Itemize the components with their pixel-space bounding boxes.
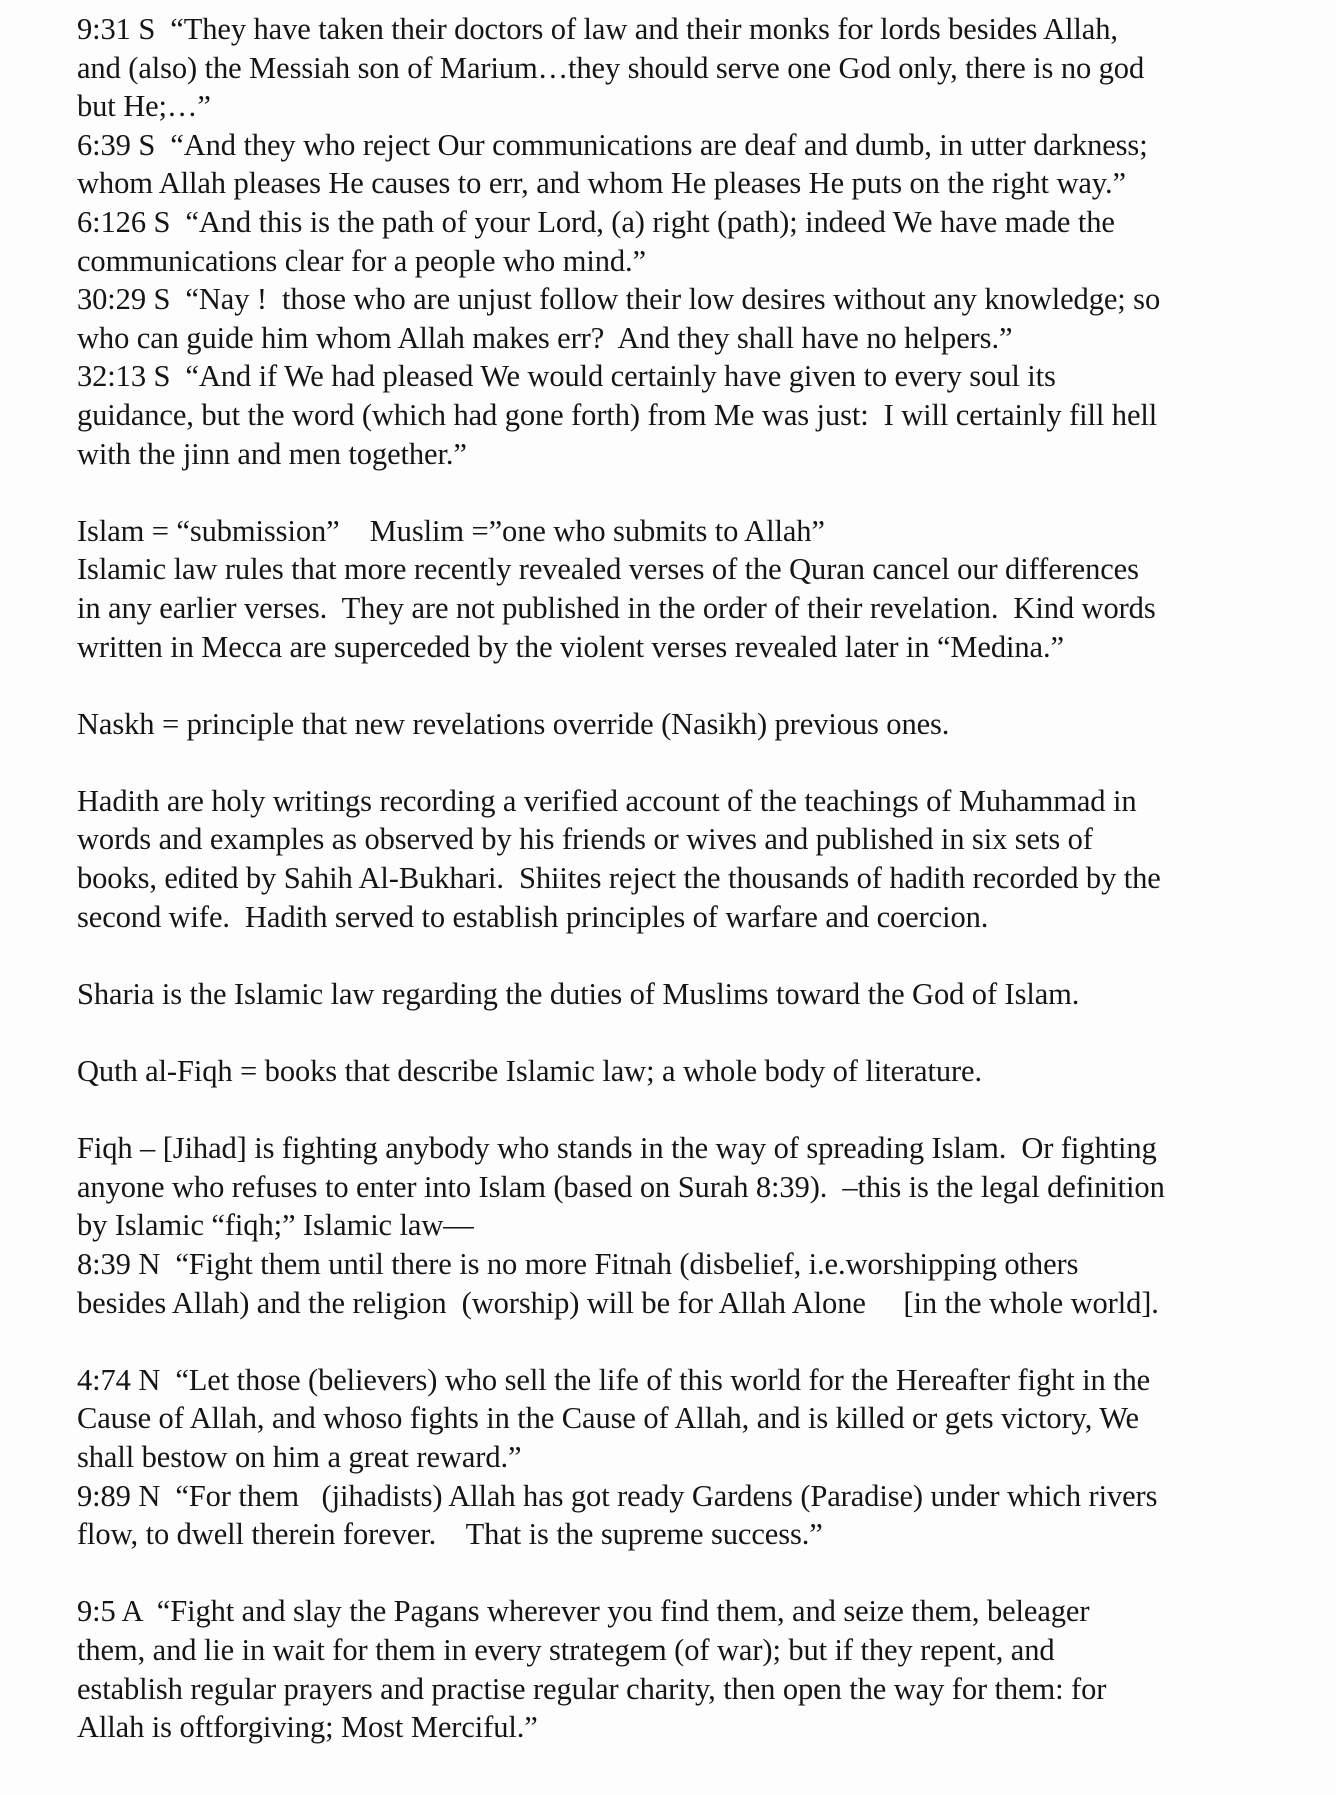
text-line: words and examples as observed by his friends or wives and published in six sets of	[77, 822, 1093, 857]
text-line: 4:74 N “Let those (believers) who sell the life of this world for the Hereafter fight in the	[77, 1362, 1151, 1397]
text-line: anyone who refuses to enter into Islam (based on Surah 8:39). –this is the legal definition	[77, 1169, 1165, 1204]
text-line: 32:13 S “And if We had pleased We would certainly have given to every soul its	[77, 359, 1056, 394]
text-line: and (also) the Messiah son of Marium…they should serve one God only, there is no god	[77, 50, 1145, 85]
blank-line	[77, 1554, 1317, 1593]
text-line: whom Allah pleases He causes to err, and whom He pleases He puts on the right way.”	[77, 166, 1126, 201]
text-line: written in Mecca are superceded by the violent verses revealed later in “Medina.”	[77, 629, 1064, 664]
text-line: second wife. Hadith served to establish principles of warfare and coercion.	[77, 899, 989, 934]
text-line: Hadith are holy writings recording a verified account of the teachings of Muhammad in	[77, 783, 1137, 818]
text-line: communications clear for a people who mind.”	[77, 243, 646, 278]
blank-line	[77, 1091, 1317, 1130]
blank-line	[77, 473, 1317, 512]
document-body	[77, 10, 1317, 1747]
text-line: Fiqh – [Jihad] is fighting anybody who stands in the way of spreading Islam. Or fighting	[77, 1131, 1157, 1166]
text-line: Quth al-Fiqh = books that describe Islamic law; a whole body of literature.	[77, 1054, 982, 1089]
text-line: books, edited by Sahih Al-Bukhari. Shiites reject the thousands of hadith recorded by the	[77, 861, 1161, 896]
text-line: with the jinn and men together.”	[77, 436, 467, 471]
blank-line	[77, 936, 1317, 975]
blank-line	[77, 1013, 1317, 1052]
blank-line	[77, 743, 1317, 782]
text-line: in any earlier verses. They are not published in the order of their revelation. Kind words	[77, 590, 1156, 625]
text-line: 9:5 A “Fight and slay the Pagans wherever you find them, and seize them, beleager	[77, 1594, 1090, 1629]
text-line: Sharia is the Islamic law regarding the duties of Muslims toward the God of Islam.	[77, 976, 1080, 1011]
text-line: 6:39 S “And they who reject Our communications are deaf and dumb, in utter darkness;	[77, 127, 1148, 162]
text-line: guidance, but the word (which had gone forth) from Me was just: I will certainly fill hell	[77, 397, 1158, 432]
text-line: Allah is oftforgiving; Most Merciful.”	[77, 1710, 538, 1745]
text-line: but He;…”	[77, 89, 211, 124]
text-line: 30:29 S “Nay ! those who are unjust follow their low desires without any knowledge; so	[77, 282, 1161, 317]
blank-line	[77, 1322, 1317, 1361]
text-line: shall bestow on him a great reward.”	[77, 1439, 522, 1474]
text-line: by Islamic “fiqh;” Islamic law—	[77, 1208, 474, 1243]
text-line: 6:126 S “And this is the path of your Lord, (a) right (path); indeed We have made the	[77, 204, 1115, 239]
text-line: establish regular prayers and practise regular charity, then open the way for them: for	[77, 1671, 1107, 1706]
text-line: 8:39 N “Fight them until there is no more Fitnah (disbelief, i.e.worshipping others	[77, 1247, 1079, 1281]
text-line: 9:89 N “For them (jihadists) Allah has got ready Gardens (Paradise) under which rivers	[77, 1478, 1158, 1513]
text-line: besides Allah) and the religion (worship) will be for Allah Alone [in the whole world].	[77, 1285, 1159, 1320]
text-line: 9:31 S “They have taken their doctors of law and their monks for lords besides Allah,	[77, 12, 1118, 46]
text-line: Islamic law rules that more recently revealed verses of the Quran cancel our differences	[77, 552, 1139, 587]
text-line: Naskh = principle that new revelations override (Nasikh) previous ones.	[77, 706, 950, 741]
text-line: Islam = “submission” Muslim =”one who submits to Allah”	[77, 513, 825, 548]
text-line: flow, to dwell therein forever. That is the supreme success.”	[77, 1517, 823, 1552]
text-line: them, and lie in wait for them in every strategem (of war); but if they repent, and	[77, 1632, 1055, 1667]
blank-line	[77, 666, 1317, 705]
text-line: Cause of Allah, and whoso fights in the Cause of Allah, and is killed or gets victory, We	[77, 1401, 1139, 1436]
text-line: who can guide him whom Allah makes err? And they shall have no helpers.”	[77, 320, 1013, 355]
